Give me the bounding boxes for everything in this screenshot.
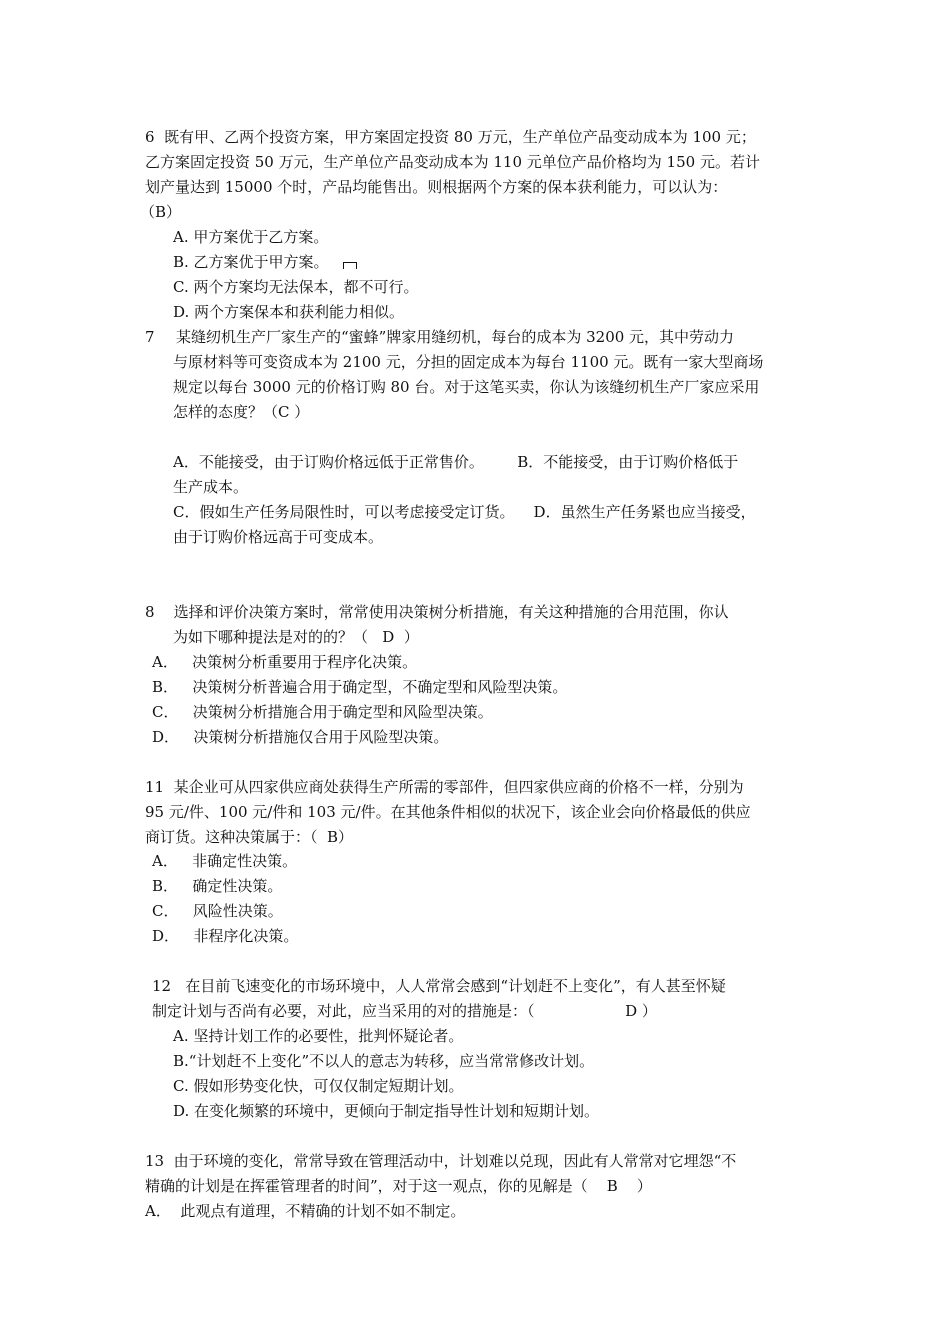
q11-option-c: C． 风险性决策。 [152,902,283,920]
q8-option-b: B． 决策树分析普遍合用于确定型，不确定型和风险型决策。 [152,678,568,696]
q11-stem-line-1: 11 某企业可从四家供应商处获得生产所需的零部件，但四家供应商的价格不一样，分别为 [145,778,744,796]
q8-stem-line-1: 8 选择和评价决策方案时，常常使用决策树分析措施，有关这种措施的合用范围，你认 [145,603,729,621]
q11-stem-line-3: 商订货。这种决策属于：（ B） [145,828,354,846]
q6-option-d: D. 两个方案保本和获利能力相似。 [173,303,405,321]
q12-option-d: D. 在变化频繁的环境中，更倾向于制定指导性计划和短期计划。 [173,1102,600,1120]
q7-options-line-2: 生产成本。 [173,478,249,496]
q6-option-a: A. 甲方案优于乙方案。 [173,228,329,246]
q12-stem-line-1: 12 在目前飞速变化的市场环境中，人人常常会感到“计划赶不上变化”，有人甚至怀疑 [152,977,726,995]
q7-stem-line-1: 某缝纫机生产厂家生产的“蜜蜂”牌家用缝纫机，每台的成本为 3200 元，其中劳动力 [176,328,735,346]
q12-option-a: A. 坚持计划工作的必要性，批判怀疑论者。 [173,1027,464,1045]
q11-option-a: A． 非确定性决策。 [152,852,298,870]
q12-stem-line-2: 制定计划与否尚有必要，对此，应当采用的对的措施是：（ D ） [152,1002,657,1020]
q13-option-a: A． 此观点有道理，不精确的计划不如不制定。 [145,1202,466,1220]
q12-option-b: B.“计划赶不上变化”不以人的意志为转移，应当常常修改计划。 [173,1052,595,1070]
q7-stem-line-4: 怎样的态度？（C ） [173,403,310,421]
q13-stem-line-2: 精确的计划是在挥霍管理者的时间”，对于这一观点，你的见解是（ B ） [145,1177,652,1195]
q8-option-a: A． 决策树分析重要用于程序化决策。 [152,653,418,671]
q11-option-b: B． 确定性决策。 [152,877,283,895]
q7-number: 7 [145,328,155,346]
q11-stem-line-2: 95 元/件、100 元/件和 103 元/件。在其他条件相似的状况下，该企业会向价格最低的供应 [145,803,751,821]
q6-stem-line-3: 划产量达到 15000 个时，产品均能售出。则根据两个方案的保本获利能力，可以认为： [145,178,728,196]
q7-options-line-3: C．假如生产任务局限性时，可以考虑接受定订货。 D．虽然生产任务紧也应当接受， [173,503,756,521]
q11-option-d: D． 非程序化决策。 [152,927,299,945]
q7-options-line-4: 由于订购价格远高于可变成本。 [173,528,384,546]
q6-answer: （B） [140,203,182,221]
q6-stem-line-2: 乙方案固定投资 50 万元，生产单位产品变动成本为 110 元单位产品价格均为 150 元。若计 [145,153,760,171]
q6-option-b: B. 乙方案优于甲方案。 [173,253,329,271]
q7-stem-line-3: 规定以每台 3000 元的价格订购 80 台。对于这笔买卖，你认为该缝纫机生产厂家应采用 [173,378,760,396]
q13-stem-line-1: 13 由于环境的变化，常常导致在管理活动中，计划难以兑现，因此有人常常对它埋怨“不 [145,1152,737,1170]
q8-option-d: D． 决策树分析措施仅合用于风险型决策。 [152,728,449,746]
q12-option-c: C. 假如形势变化快，可仅仅制定短期计划。 [173,1077,464,1095]
bracket-mark [343,262,357,269]
q8-option-c: C． 决策树分析措施合用于确定型和风险型决策。 [152,703,493,721]
q7-stem-line-2: 与原材料等可变资成本为 2100 元，分担的固定成本为每台 1100 元。既有一家大型商场 [173,353,764,371]
q6-option-c: C. 两个方案均无法保本，都不可行。 [173,278,419,296]
q8-stem-line-2: 为如下哪种提法是对的的？（ D ） [173,628,419,646]
q6-stem-line-1: 6 既有甲、乙两个投资方案，甲方案固定投资 80 万元，生产单位产品变动成本为 100 元； [145,128,756,146]
q7-options-line-1: A．不能接受，由于订购价格远低于正常售价。 B．不能接受，由于订购价格低于 [173,453,739,471]
